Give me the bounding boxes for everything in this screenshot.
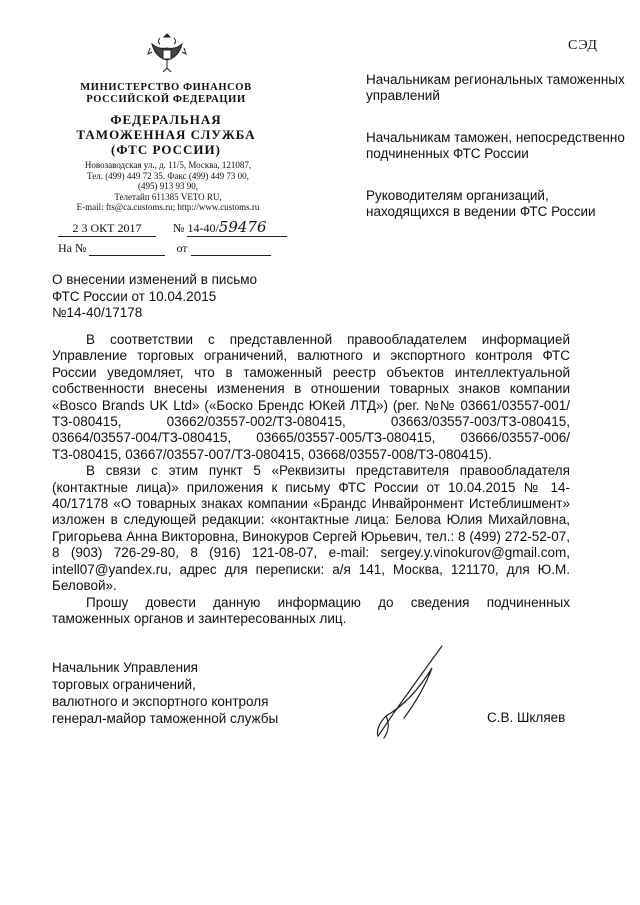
- service-name: ФЕДЕРАЛЬНАЯ ТАМОЖЕННАЯ СЛУЖБА (ФТС РОССИИ): [76, 112, 256, 157]
- addressee-item: Начальникам региональных таможенных управлений: [366, 72, 625, 103]
- body-paragraph: В соответствии с представленной правообладателем информацией Управление торговых ограничений, валютного и экспортного контроля ФТС России уведомляет, что в таможенный реестр объектов интеллектуальной собственности внесены изменения в отношении товарных знаков компании «Bosco Brands UK Ltd» («Боско Брендс ЮКей ЛТД») (рег. №№ 03661/03557-001/ТЗ-080415, 03662/03557-002/ТЗ-080415, 03663/03557-003/ТЗ-080415, 03664/03557-004/ТЗ-080415, 03665/03557-005/ТЗ-080415, 03666/03557-006/ТЗ-080415, 03667/03557-007/ТЗ-080415, 03668/03557-008/ТЗ-080415).: [52, 332, 570, 462]
- sed-stamp: СЭД: [568, 38, 598, 53]
- letter-body: [52, 332, 570, 627]
- letterhead-contacts: Новозаводская ул., д. 11/5, Москва, 121087, Тел. (499) 449 72 35. Факс (499) 449 73 00, (495) 913 93 90, Телетайп 611385 VETO RU, E-mail: fts@ca.customs.ru; http://www.customs.ru: [76, 160, 260, 212]
- letter-subject: О внесении изменений в письмо ФТС России от 10.04.2015 №14-40/17178: [52, 272, 258, 320]
- addressees-block: [366, 72, 626, 246]
- registration-date-number: 2 3 ОКТ 2017 № 14-40/59476: [58, 218, 288, 237]
- registration-number-prefix: 14-40/: [187, 221, 219, 235]
- reference-line: На № от: [58, 241, 288, 256]
- ministry-name: МИНИСТЕРСТВО ФИНАНСОВ РОССИЙСКОЙ ФЕДЕРАЦИИ: [80, 82, 252, 105]
- registration-number-handwritten: 59476: [218, 218, 267, 236]
- coat-of-arms-emblem: [146, 30, 188, 78]
- addressee-item: Руководителям организаций, находящихся в ведении ФТС России: [366, 188, 596, 219]
- signer-position: Начальник Управления торговых ограничений, валютного и экспортного контроля генерал-майор таможенной службы: [52, 660, 279, 726]
- body-paragraph: Прошу довести данную информацию до сведения подчиненных таможенных органов и заинтересованных лиц.: [52, 594, 570, 626]
- signer-name: С.В. Шкляев: [487, 710, 566, 725]
- handwritten-signature: [356, 638, 466, 748]
- body-paragraph: В связи с этим пункт 5 «Реквизиты представителя правообладателя (контактные лица)» приложения к письму ФТС России от 10.04.2015 № 14-40/17178 «О товарных знаках компании «Брандс Инвайронмент Истеблишмент» изложен в следующей редакции: «контактные лица: Белова Юлия Михайловна, Григорьева Анна Викторовна, Винокуров Сергей Юрьевич, тел.: 8 (499) 272-52-07, 8 (903) 726-29-80, 8 (916) 121-08-07, e-mail: sergey.y.vinokurov@gmail.com, intell07@yandex.ru, адрес для переписки: а/я 141, Москва, 121170, для Ю.М. Беловой».: [52, 463, 570, 594]
- registration-date: 2 3 ОКТ 2017: [58, 221, 156, 237]
- addressee-item: Начальникам таможен, непосредственно подчиненных ФТС России: [366, 130, 625, 161]
